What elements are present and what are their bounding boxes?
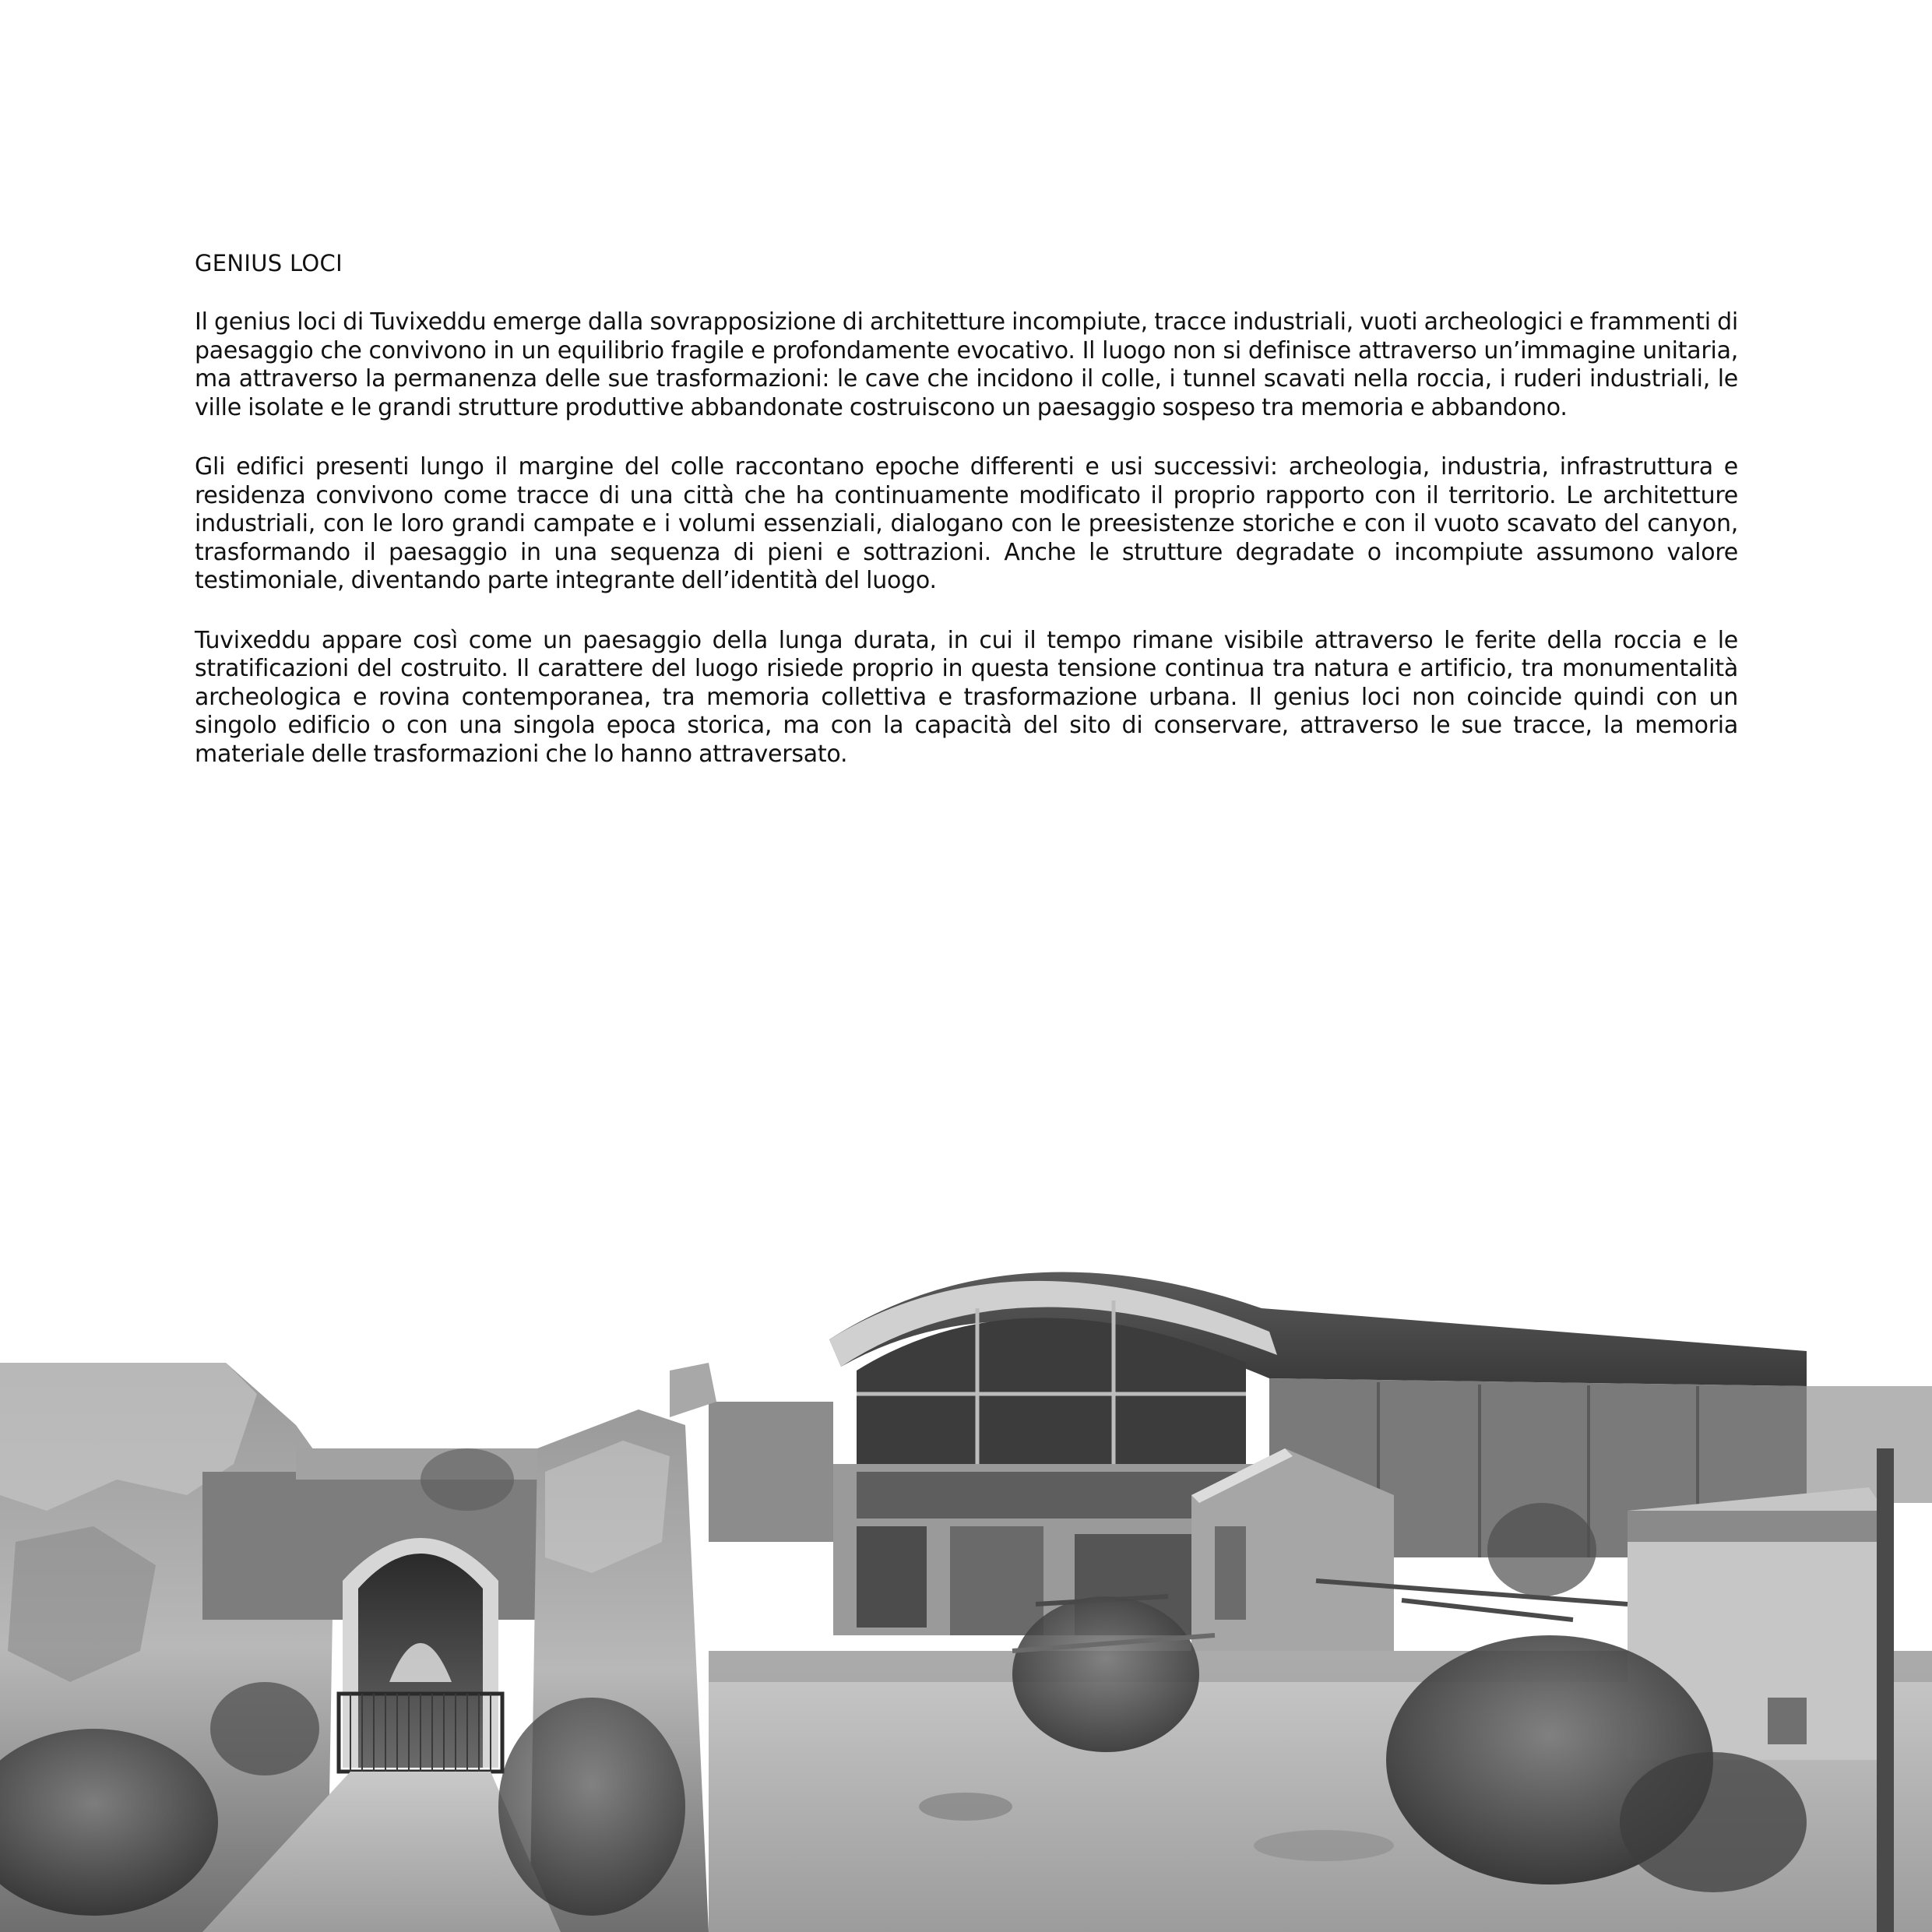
- paragraph-3: Tuvixeddu appare così come un paesaggio della lunga durata, in cui il tempo rimane visibile attraverso le ferite della roccia e le stratificazioni del costruito. Il carattere del luogo risiede proprio in questa tensione continua tra natura e artificio, tra monumentalità archeologica e rovina contemporanea, tra memoria collettiva e trasformazione urbana. Il genius loci non coincide quindi con un singolo edificio o con una singola epoca storica, ma con la capacità del sito di conservare, attraverso le sue tracce, la memoria materiale delle trasformazioni che lo hanno attraversato.: [195, 626, 1738, 768]
- section-heading: GENIUS LOCI: [195, 250, 343, 276]
- photo-collage-icon: [0, 1215, 1932, 1932]
- paragraph-1: Il genius loci di Tuvixeddu emerge dalla sovrapposizione di architetture incompiute, tracce industriali, vuoti archeologici e frammenti di paesaggio che convivono in un equilibrio fragile e profondamente evocativo. Il luogo non si definisce attraverso un’immagine unitaria, ma attraverso la permanenza delle sue trasformazioni: le cave che incidono il colle, i tunnel scavati nella roccia, i ruderi industriali, le ville isolate e le grandi strutture produttive abbandonate costruiscono un paesaggio sospeso tra memoria e abbandono.: [195, 308, 1738, 421]
- landscape-photo-collage: [0, 1215, 1932, 1932]
- paragraph-2: Gli edifici presenti lungo il margine del colle raccontano epoche differenti e usi successivi: archeologia, industria, infrastruttura e residenza convivono come tracce di una città che ha continuamente modificato il proprio rapporto con il territorio. Le architetture industriali, con le loro grandi campate e i volumi essenziali, dialogano con le preesistenze storiche e con il vuoto scavato del canyon, trasformando il paesaggio in una sequenza di pieni e sottrazioni. Anche le strutture degradate o incompiute assumono valore testimoniale, diventando parte integrante dell’identità del luogo.: [195, 453, 1738, 594]
- text-section: [195, 248, 1738, 800]
